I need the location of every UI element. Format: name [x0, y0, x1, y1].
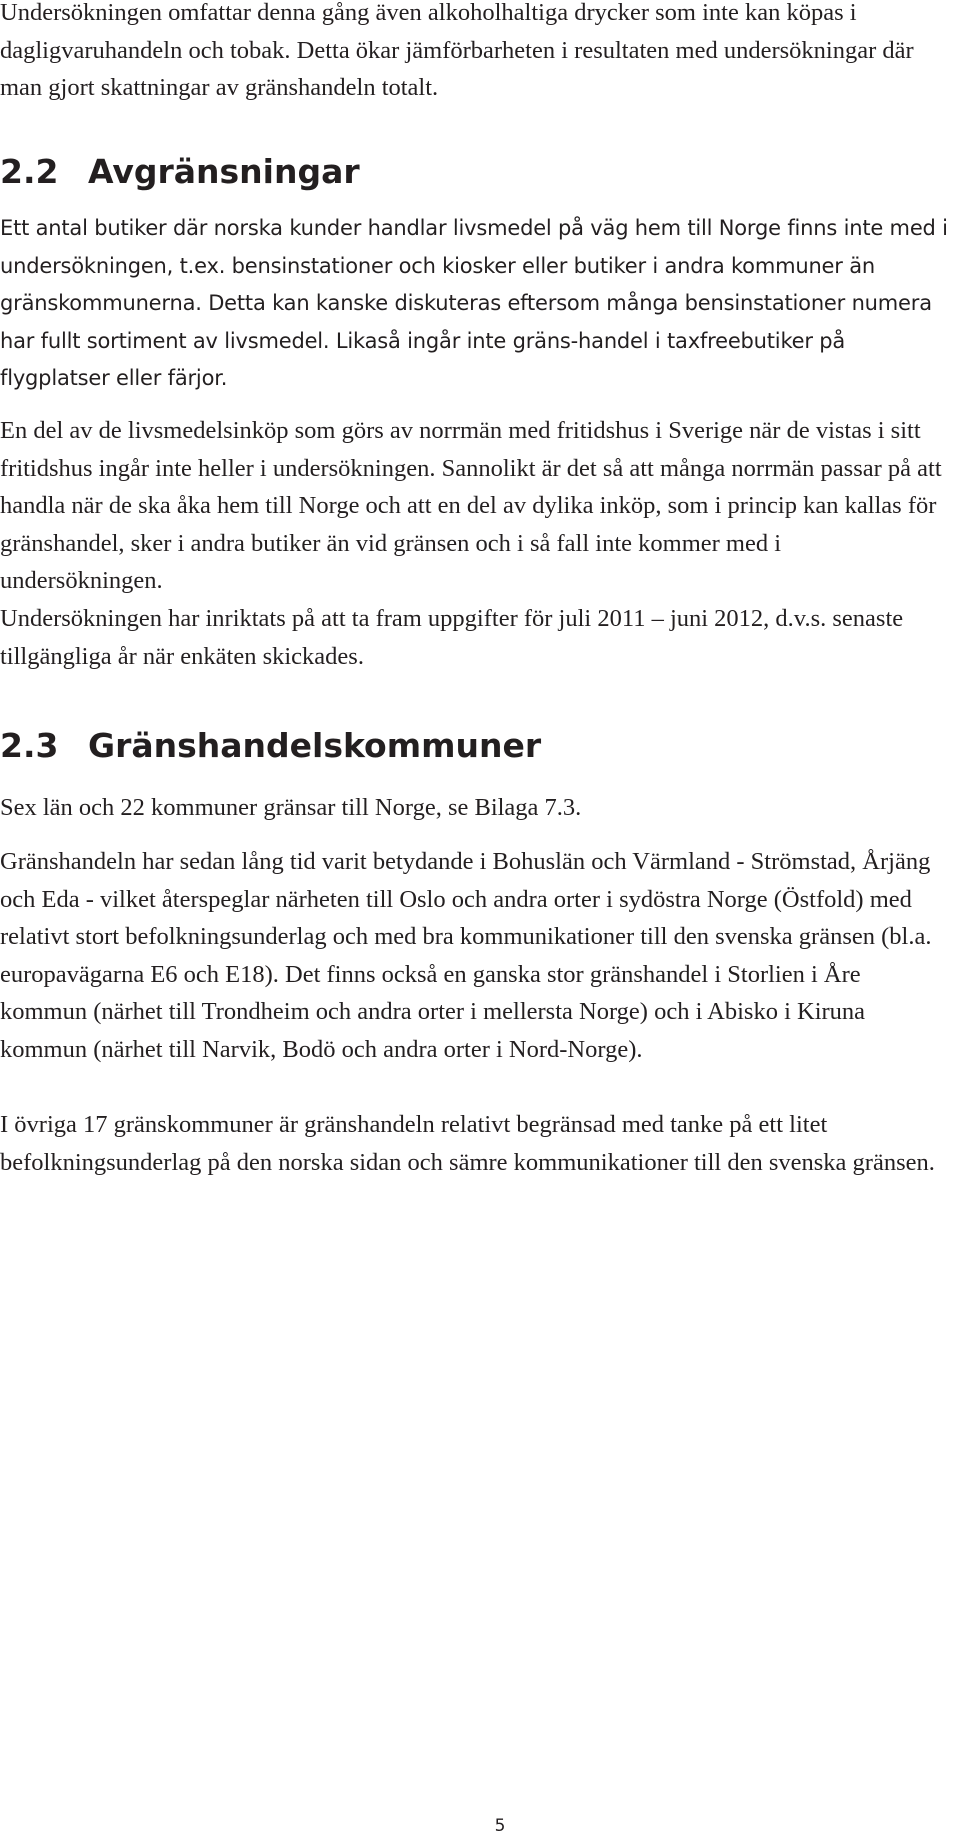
- avgransningar-paragraph-3: Undersökningen har inriktats på att ta fram uppgifter för juli 2011 – juni 2012, d.v.s. senaste tillgängliga år när enkäten skickades.: [0, 605, 904, 670]
- avgransningar-paragraph-2: En del av de livsmedelsinköp som görs av norrmän med fritidshus i Sverige när de vistas i sitt fritidshus ingår inte heller i undersökningen. Sannolikt är det så att många norrmän passar på att handla när de ska åka hem till Norge och att en del av dylika inköp, som i princip kan kallas för gränshandel, sker i andra butiker än vid gränsen och i så fall inte kommer med i undersökningen.: [0, 417, 942, 594]
- gransh-paragraph-1: Sex län och 22 kommuner gränsar till Norge, se Bilaga 7.3.: [0, 794, 582, 821]
- intro-paragraph: Undersökningen omfattar denna gång även alkoholhaltiga drycker som inte kan köpas i dagligvaruhandeln och tobak. Detta ökar jämförbarheten i resultaten med undersökningar där man gjort skattningar av gränshandeln totalt.: [0, 0, 914, 101]
- section-heading-2-2: [0, 152, 360, 192]
- section-number: 2.3: [0, 726, 59, 765]
- page-number: 5: [494, 1816, 506, 1836]
- section-title: Gränshandelskommuner: [88, 726, 542, 765]
- section-title: Avgränsningar: [88, 152, 360, 191]
- section-number: 2.2: [0, 152, 59, 191]
- gransh-paragraph-2: Gränshandeln har sedan lång tid varit betydande i Bohuslän och Värmland - Strömstad, Årjäng och Eda - vilket återspeglar närheten till Oslo och andra orter i sydöstra Norge (Östfold) med relativt stort befolkningsunderlag och med bra kommunikationer till den svenska gränsen (bl.a. europavägarna E6 och E18). Det finns också en ganska stor gränshandel i Storlien i Åre kommun (närhet till Trondheim och andra orter i mellersta Norge) och i Abisko i Kiruna kommun (närhet till Narvik, Bodö och andra orter i Nord-Norge).: [0, 848, 932, 1063]
- section-heading-2-3: [0, 726, 541, 766]
- avgransningar-paragraph-1: Ett antal butiker där norska kunder handlar livsmedel på väg hem till Norge finns inte med i undersökningen, t.ex. bensinstationer och kiosker eller butiker i andra kommuner än gränskommunerna. Detta kan kanske diskuteras eftersom många bensinstationer numera har fullt sortiment av livsmedel. Likaså ingår inte gräns-handel i taxfreebutiker på flygplatser eller färjor.: [0, 216, 948, 390]
- gransh-paragraph-3: I övriga 17 gränskommuner är gränshandeln relativt begränsad med tanke på ett litet befolkningsunderlag på den norska sidan och sämre kommunikationer till den svenska gränsen.: [0, 1111, 935, 1176]
